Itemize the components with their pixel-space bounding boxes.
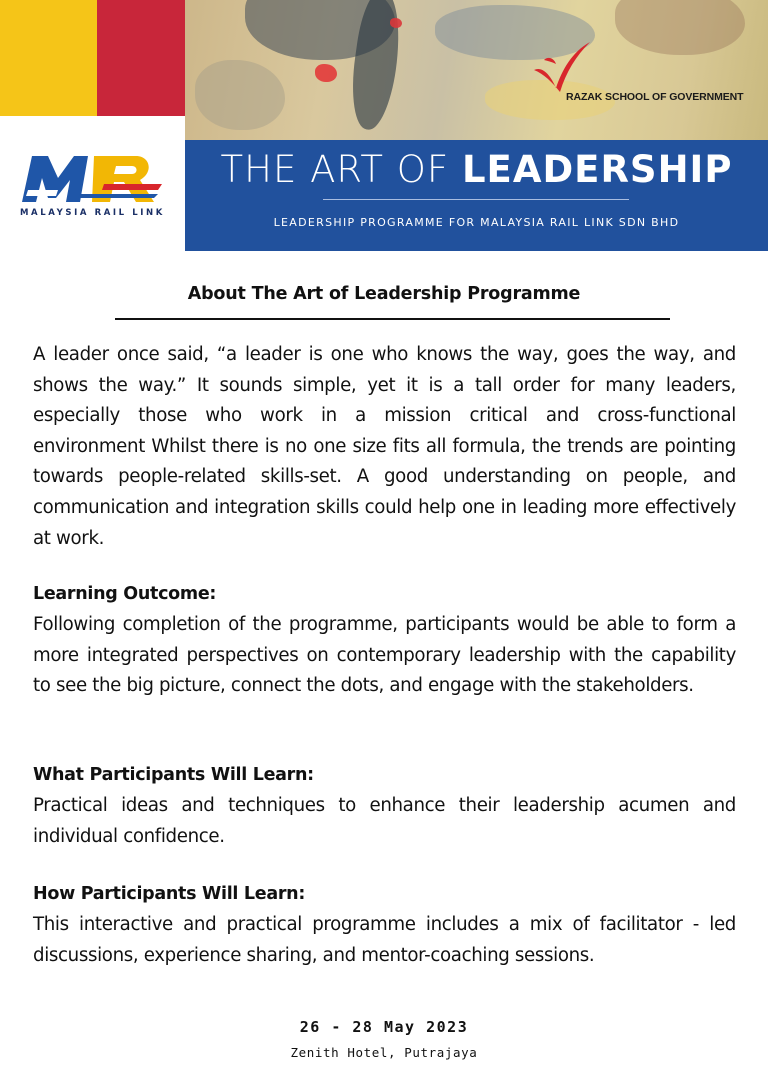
title-divider [323,199,629,200]
programme-title [185,148,768,191]
how-learn-text: This interactive and practical programme includes a mix of facilitator - led discussions, experience sharing, and mentor-coaching sessions. [33,914,736,966]
intro-paragraph: A leader once said, “a leader is one who knows the way, goes the way, and shows the way.” It sounds simple, yet it is a tall order for many leaders, especially those who work in a mission critical and cross-functional environment Whilst there is no one size fits all formula, the trends are pointing towards people-related skills-set. A good understanding on people, and communication and integration skills could help one in leading more effectively at work. [33,344,736,549]
title-light-part: THE ART OF [220,148,462,191]
title-underline [115,318,670,320]
learning-outcome-text: Following completion of the programme, participants would be able to form a more integrated perspectives on contemporary leadership with the capability to see the big picture, connect the dots, and engage with the stakeholders. [33,614,736,697]
razak-school-logo-icon [532,40,592,92]
how-learn-heading: How Participants Will Learn: [33,884,306,904]
header-red-block [97,0,185,116]
organizer-name: RAZAK SCHOOL OF GOVERNMENT [566,91,744,103]
what-learn-heading: What Participants Will Learn: [33,765,314,785]
header-abstract-painting [185,0,768,140]
programme-date: 26 - 28 May 2023 [299,1018,469,1036]
programme-venue: Zenith Hotel, Putrajaya [290,1045,478,1060]
what-learn-text: Practical ideas and techniques to enhance their leadership acumen and individual confidence. [33,795,736,847]
section-title: About The Art of Leadership Programme [187,284,581,304]
title-bold-part: LEADERSHIP [461,148,733,191]
programme-subtitle: LEADERSHIP PROGRAMME FOR MALAYSIA RAIL LINK SDN BHD [273,216,680,229]
learning-outcome-heading: Learning Outcome: [33,584,217,604]
mrl-logo-text: MALAYSIA RAIL LINK [20,208,165,218]
title-band [185,140,768,251]
header-yellow-block [0,0,97,116]
